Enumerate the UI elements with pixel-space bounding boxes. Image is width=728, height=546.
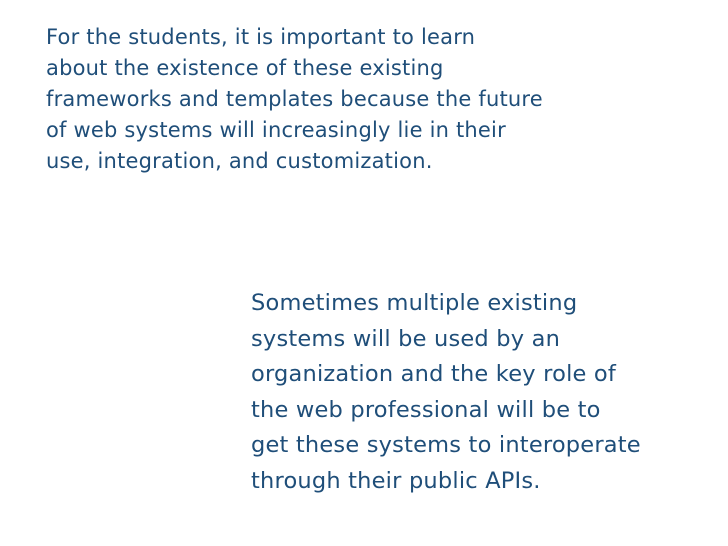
intro-paragraph bbox=[46, 22, 543, 177]
apis-paragraph-line: through their public APIs. bbox=[251, 467, 541, 494]
intro-paragraph-line: For the students, it is important to learn bbox=[46, 25, 476, 49]
intro-paragraph-line: of web systems will increasingly lie in their bbox=[46, 118, 506, 142]
apis-paragraph-line: get these systems to interoperate bbox=[251, 432, 641, 458]
apis-paragraph-line: organization and the key role of bbox=[251, 361, 617, 387]
apis-paragraph-line: the web professional will be to bbox=[251, 396, 601, 423]
apis-paragraph-line: systems will be used by an bbox=[251, 325, 561, 352]
intro-paragraph-line: frameworks and templates because the future bbox=[46, 87, 543, 111]
intro-paragraph-line: about the existence of these existing bbox=[46, 56, 444, 80]
apis-paragraph-line: Sometimes multiple existing bbox=[251, 290, 578, 316]
intro-paragraph-line: use, integration, and customization. bbox=[46, 149, 433, 173]
apis-paragraph bbox=[251, 286, 641, 499]
